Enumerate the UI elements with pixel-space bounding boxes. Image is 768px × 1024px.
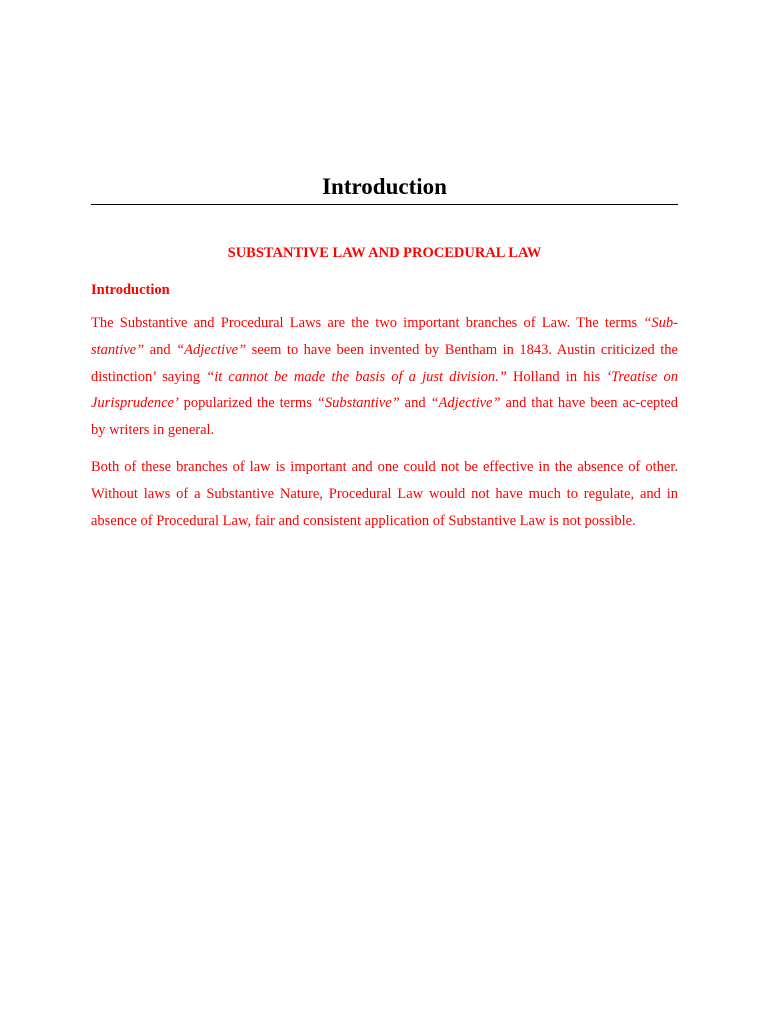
paragraph-1-book-title: ‘Treatise on Jurisprudence’ <box>91 368 678 412</box>
paragraph-1 <box>91 310 678 444</box>
paragraph-2: Both of these branches of law is important and one could not be effective in the absence of other. Without laws of a Substantive Nature, Procedural Law would not have much to regulate, and in absence of Procedural Law, fair and consistent application of Substantive Law is not possible. <box>91 458 678 529</box>
paragraph-1-quote-austin: “it cannot be made the basis of a just division.” <box>206 368 507 385</box>
paragraph-1-term-substantive-2: “Substantive” <box>316 395 400 412</box>
section-title: SUBSTANTIVE LAW AND PROCEDURAL LAW <box>227 245 542 261</box>
paragraph-1-term-adjective: “Adjective” <box>176 341 247 358</box>
paragraph-1-text-3: seem to have been invented by Bentham in 1843. Austin criticized the distinction’ saying <box>91 341 678 385</box>
paragraph-1-text-2: and <box>144 341 177 358</box>
paragraph-1-text-5: popularized the terms <box>178 395 317 412</box>
paragraph-1-term-adjective-2: “Adjective” <box>430 395 501 412</box>
paragraph-1-text-6: and <box>399 395 431 412</box>
document-content <box>91 172 678 534</box>
title-underline-divider <box>91 204 678 205</box>
paragraph-1-term-substantive: “Sub-stantive” <box>91 315 678 358</box>
paragraph-1-text-4: Holland in his <box>506 368 607 385</box>
sub-heading: Introduction <box>91 282 170 298</box>
paragraph-1-text-7: and that have been ac-cepted by writers in general. <box>91 395 678 439</box>
paragraph-1-text-1: The Substantive and Procedural Laws are the two important branches of Law. The terms <box>91 315 644 331</box>
page-title: Introduction <box>322 174 447 199</box>
